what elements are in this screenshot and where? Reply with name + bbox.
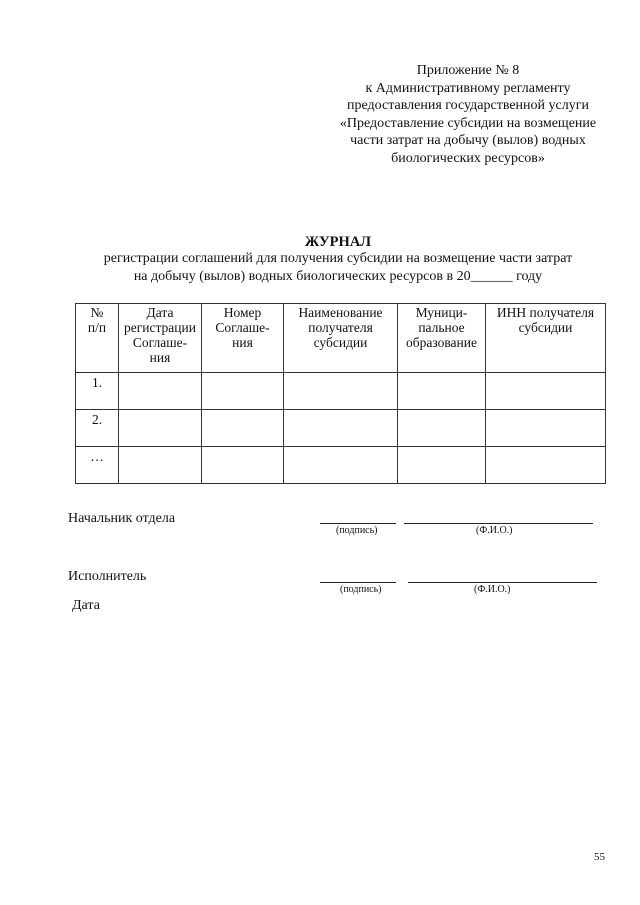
header-text: Соглаше- (215, 320, 270, 335)
table-row (76, 410, 606, 447)
header-text: ИНН получателя (496, 305, 595, 320)
journal-subtitle-line-1: регистрации соглашений для получения субсидии на возмещение части затрат (103, 251, 573, 266)
row-number: … (76, 447, 119, 484)
journal-subtitle (60, 250, 616, 286)
table-cell (284, 410, 398, 447)
row-number: 1. (76, 373, 119, 410)
head-of-department-label: Начальник отдела (68, 511, 176, 526)
header-text: Дата (146, 305, 174, 320)
header-recipient-name (284, 304, 398, 373)
table-cell (486, 373, 606, 410)
journal-subtitle-line-2: на добычу (вылов) водных биологических ресурсов в 20______ году (133, 269, 543, 284)
header-text: субсидии (313, 335, 368, 350)
header-text: пальное (418, 320, 465, 335)
table-cell (398, 373, 486, 410)
header-text: ния (232, 335, 253, 350)
appendix-line: биологических ресурсов» (391, 150, 545, 166)
header-text: Наименование (298, 305, 383, 320)
appendix-line: к Административному регламенту (365, 80, 571, 96)
table-cell (284, 447, 398, 484)
appendix-line: Приложение № 8 (416, 63, 520, 78)
registration-table (75, 303, 606, 484)
appendix-header (318, 62, 618, 168)
header-text: субсидии (518, 320, 573, 335)
head-name-caption: (Ф.И.О.) (476, 525, 513, 536)
header-text: получателя (308, 320, 373, 335)
date-label: Дата (72, 598, 100, 613)
table-header-row (76, 304, 606, 373)
appendix-line: части затрат на добычу (вылов) водных (350, 133, 586, 149)
head-name-line (404, 523, 593, 524)
appendix-line: «Предоставление субсидии на возмещение (339, 115, 597, 131)
table-cell (398, 447, 486, 484)
table-cell (119, 410, 202, 447)
header-number (76, 304, 119, 373)
table-cell (486, 447, 606, 484)
header-municipality (398, 304, 486, 373)
page-number: 55 (594, 851, 605, 863)
executor-signature-line (320, 582, 396, 583)
head-signature-line (320, 523, 396, 524)
table-cell (119, 447, 202, 484)
table-cell (284, 373, 398, 410)
journal-title: ЖУРНАЛ (304, 234, 372, 250)
header-agreement-number (202, 304, 284, 373)
row-number: 2. (76, 410, 119, 447)
header-text: ния (149, 350, 171, 365)
header-text: п/п (87, 320, 107, 335)
executor-name-caption: (Ф.И.О.) (474, 584, 511, 595)
executor-label: Исполнитель (68, 569, 147, 584)
header-text: Муници- (415, 305, 468, 320)
header-registration-date (119, 304, 202, 373)
table-cell (202, 410, 284, 447)
header-text: образование (406, 335, 477, 350)
header-inn (486, 304, 606, 373)
appendix-line: предоставления государственной услуги (347, 98, 589, 114)
table-cell (202, 447, 284, 484)
table-cell (119, 373, 202, 410)
table-row (76, 447, 606, 484)
header-text: № (90, 305, 104, 320)
executor-name-line (408, 582, 597, 583)
table-row (76, 373, 606, 410)
header-text: регистрации (124, 320, 196, 335)
header-text: Соглаше- (132, 335, 188, 350)
table-cell (202, 373, 284, 410)
header-text: Номер (223, 305, 262, 320)
head-signature-caption: (подпись) (336, 525, 378, 536)
executor-signature-caption: (подпись) (340, 584, 382, 595)
table-cell (486, 410, 606, 447)
table-cell (398, 410, 486, 447)
